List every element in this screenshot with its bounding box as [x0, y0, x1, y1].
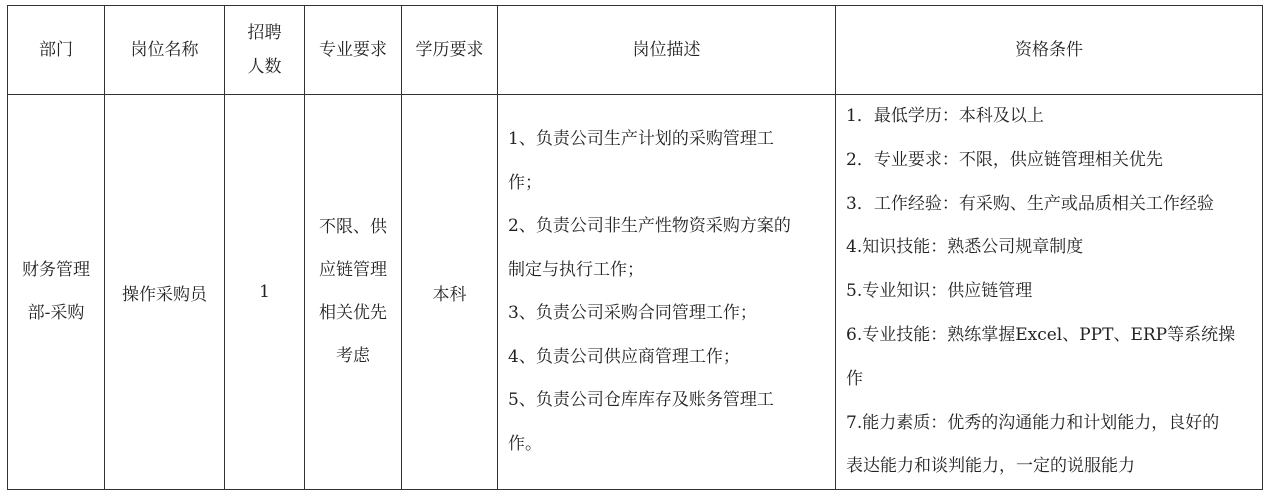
- cell-department: [8, 95, 105, 490]
- qualification-line: 7.能力素质：优秀的沟通能力和计划能力，良好的: [846, 412, 1220, 433]
- header-row: [8, 6, 1263, 95]
- description-line: 2、负责公司非生产性物资采购方案的: [508, 216, 791, 237]
- job-posting-table: [7, 5, 1263, 490]
- header-position: 岗位名称: [105, 6, 225, 95]
- cell-headcount: 1: [225, 95, 305, 490]
- cell-qualifications: [836, 95, 1263, 490]
- description-line: 作。: [508, 433, 542, 454]
- header-department: 部门: [8, 6, 105, 95]
- qualification-line: 5.专业知识：供应链管理: [846, 281, 1033, 302]
- description-line: 作；: [508, 172, 542, 193]
- major-line: 相关优先: [319, 303, 387, 324]
- qualification-line: 作: [846, 368, 863, 389]
- header-headcount-line2: 人数: [247, 57, 282, 77]
- cell-position: 操作采购员: [105, 95, 225, 490]
- major-line: 考虑: [336, 346, 370, 367]
- qualification-line: 4.知识技能：熟悉公司规章制度: [846, 237, 1084, 258]
- description-line: 1、负责公司生产计划的采购管理工: [508, 129, 774, 150]
- qualification-line: 1．最低学历：本科及以上: [846, 106, 1044, 126]
- cell-education: 本科: [402, 95, 498, 490]
- cell-major: [305, 95, 402, 490]
- description-line: 4、负责公司供应商管理工作；: [508, 346, 740, 367]
- major-line: 不限、供: [319, 217, 387, 238]
- cell-description: [498, 95, 836, 490]
- header-major: 专业要求: [305, 6, 402, 95]
- table-row: [8, 95, 1263, 490]
- major-line: 应链管理: [319, 260, 387, 281]
- description-line: 制定与执行工作；: [508, 259, 644, 280]
- header-description: 岗位描述: [498, 6, 836, 95]
- header-headcount-line1: 招聘: [247, 23, 282, 43]
- header-headcount: [225, 6, 305, 95]
- description-line: 3、负责公司采购合同管理工作；: [508, 303, 757, 324]
- department-line: 部-采购: [27, 303, 85, 324]
- department-line: 财务管理: [22, 260, 90, 281]
- header-education: 学历要求: [402, 6, 498, 95]
- qualification-line: 3．工作经验：有采购、生产或品质相关工作经验: [846, 193, 1214, 214]
- description-line: 5、负责公司仓库库存及账务管理工: [508, 390, 774, 411]
- qualification-line: 6.专业技能：熟练掌握Excel、PPT、ERP等系统操: [846, 324, 1236, 345]
- qualification-line: 表达能力和谈判能力，一定的说服能力: [846, 456, 1135, 477]
- header-qualifications: 资格条件: [836, 6, 1263, 95]
- qualification-line: 2．专业要求：不限，供应链管理相关优先: [846, 149, 1163, 170]
